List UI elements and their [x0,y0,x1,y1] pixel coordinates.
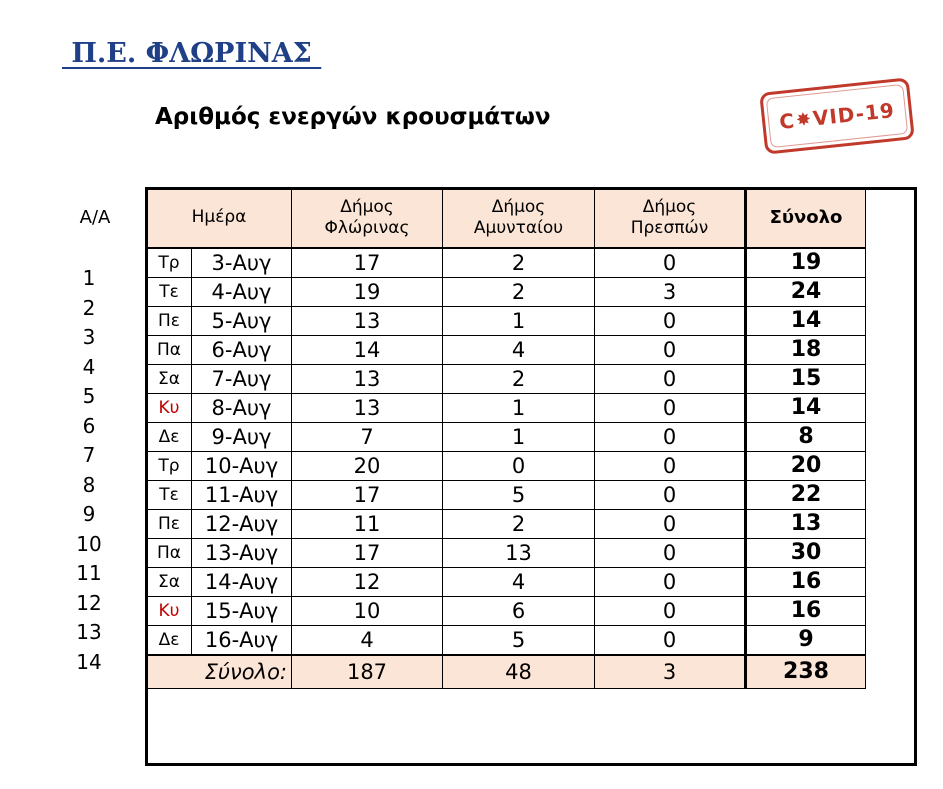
row-number: 4 [82,354,96,379]
table-row [147,597,866,626]
amyntaio-cell: 5 [443,481,595,510]
row-number: 1 [82,266,96,290]
amyntaio-cell: 1 [443,423,595,452]
day-of-week-cell: Τε [147,278,192,307]
row-number: 5 [82,384,96,408]
florina-cell: 14 [292,336,443,365]
row-number: 6 [82,413,96,438]
header-florina-line1: Δήμος [340,196,394,217]
florina-cell: 13 [292,394,443,423]
table-row [147,365,866,394]
date-cell: 4-Αυγ [192,278,292,307]
florina-cell: 10 [292,597,443,626]
footer-label: Σύνολο: [147,655,292,689]
date-cell: 16-Αυγ [192,626,292,656]
table-row [147,481,866,510]
amyntaio-cell: 2 [443,278,595,307]
table-row [147,568,866,597]
day-of-week-cell: Τρ [147,248,192,278]
total-cell: 18 [746,336,866,365]
prespes-cell: 0 [595,510,746,539]
total-cell: 24 [746,278,866,307]
day-of-week-cell: Δε [147,423,192,452]
table-subtitle: Αριθμός ενεργών κρουσμάτων [155,104,551,130]
amyntaio-cell: 0 [443,452,595,481]
florina-cell: 17 [292,539,443,568]
day-of-week-cell: Πε [147,510,192,539]
day-of-week-cell: Κυ [147,597,192,626]
florina-cell: 11 [292,510,443,539]
row-number: 11 [76,561,102,585]
prespes-cell: 0 [595,452,746,481]
amyntaio-cell: 1 [443,394,595,423]
prespes-cell: 0 [595,597,746,626]
total-cell: 14 [746,394,866,423]
date-cell: 13-Αυγ [192,539,292,568]
date-cell: 12-Αυγ [192,510,292,539]
row-number: 2 [82,295,96,320]
day-of-week-cell: Πε [147,307,192,336]
amyntaio-cell: 4 [443,568,595,597]
amyntaio-cell: 2 [443,510,595,539]
prespes-cell: 0 [595,626,746,656]
prespes-cell: 0 [595,481,746,510]
amyntaio-cell: 1 [443,307,595,336]
amyntaio-cell: 5 [443,626,595,656]
day-of-week-cell: Σα [147,568,192,597]
region-title: Π.Ε. ΦΛΩΡΙΝΑΣ [62,38,322,69]
header-prespes-line1: Δήμος [642,196,697,217]
table-row [147,336,866,365]
prespes-cell: 0 [595,307,746,336]
footer-florina: 187 [292,655,443,689]
prespes-cell: 0 [595,394,746,423]
stamp-text-right: VID-19 [811,98,896,131]
prespes-cell: 0 [595,248,746,278]
total-cell: 13 [746,510,866,539]
header-florina [292,189,443,249]
row-number: 3 [82,325,96,349]
table-row [147,510,866,539]
florina-cell: 17 [292,481,443,510]
amyntaio-cell: 4 [443,336,595,365]
header-day: Ημέρα [147,189,292,249]
amyntaio-cell: 6 [443,597,595,626]
total-cell: 9 [746,626,866,656]
table-row [147,626,866,656]
total-cell: 16 [746,568,866,597]
day-of-week-cell: Πα [147,336,192,365]
table-row [147,539,866,568]
florina-cell: 12 [292,568,443,597]
florina-cell: 13 [292,365,443,394]
prespes-cell: 0 [595,568,746,597]
prespes-cell: 3 [595,278,746,307]
florina-cell: 13 [292,307,443,336]
date-cell: 14-Αυγ [192,568,292,597]
total-cell: 8 [746,423,866,452]
date-cell: 6-Αυγ [192,336,292,365]
day-of-week-cell: Πα [147,539,192,568]
footer-total: 238 [746,655,866,689]
header-amyntaio-line2: Αμυνταίου [473,218,564,238]
day-of-week-cell: Τρ [147,452,192,481]
amyntaio-cell: 2 [443,365,595,394]
amyntaio-cell: 13 [443,539,595,568]
date-cell: 7-Αυγ [192,365,292,394]
total-cell: 15 [746,365,866,394]
table-row [147,248,866,278]
prespes-cell: 0 [595,365,746,394]
header-prespes-line2: Πρεσπών [630,218,709,238]
active-cases-table [146,188,866,689]
florina-cell: 19 [292,278,443,307]
total-cell: 16 [746,597,866,626]
table-row [147,307,866,336]
date-cell: 15-Αυγ [192,597,292,626]
row-number: 9 [82,502,96,526]
row-number: 13 [76,620,102,644]
florina-cell: 7 [292,423,443,452]
header-prespes [595,189,746,249]
header-florina-line2: Φλώρινας [324,218,410,238]
footer-prespes: 3 [595,655,746,689]
table-row [147,423,866,452]
total-cell: 20 [746,452,866,481]
header-total: Σύνολο [746,189,866,249]
covid-19-stamp [759,77,915,154]
header-amyntaio [443,189,595,249]
header-amyntaio-line1: Δήμος [491,196,546,217]
total-cell: 30 [746,539,866,568]
florina-cell: 20 [292,452,443,481]
row-number: 14 [76,649,102,674]
day-of-week-cell: Κυ [147,394,192,423]
date-cell: 9-Αυγ [192,423,292,452]
florina-cell: 17 [292,248,443,278]
table-row [147,394,866,423]
stamp-text-left: C [778,108,797,134]
date-cell: 8-Αυγ [192,394,292,423]
day-of-week-cell: Σα [147,365,192,394]
day-of-week-cell: Τε [147,481,192,510]
virus-icon: ✸ [794,108,814,131]
table-row [147,278,866,307]
florina-cell: 4 [292,626,443,656]
table-footer-row [147,655,866,689]
day-of-week-cell: Δε [147,626,192,656]
row-number-header: Α/Α [79,207,111,228]
total-cell: 14 [746,307,866,336]
date-cell: 10-Αυγ [192,452,292,481]
footer-amyntaio: 48 [443,655,595,689]
date-cell: 11-Αυγ [192,481,292,510]
prespes-cell: 0 [595,539,746,568]
row-number: 8 [82,472,96,497]
date-cell: 3-Αυγ [192,248,292,278]
table-header-row [147,189,866,249]
total-cell: 22 [746,481,866,510]
prespes-cell: 0 [595,336,746,365]
row-number: 7 [82,443,96,467]
row-number: 12 [76,590,102,615]
date-cell: 5-Αυγ [192,307,292,336]
prespes-cell: 0 [595,423,746,452]
amyntaio-cell: 2 [443,248,595,278]
row-number: 10 [76,531,102,556]
total-cell: 19 [746,248,866,278]
table-row [147,452,866,481]
